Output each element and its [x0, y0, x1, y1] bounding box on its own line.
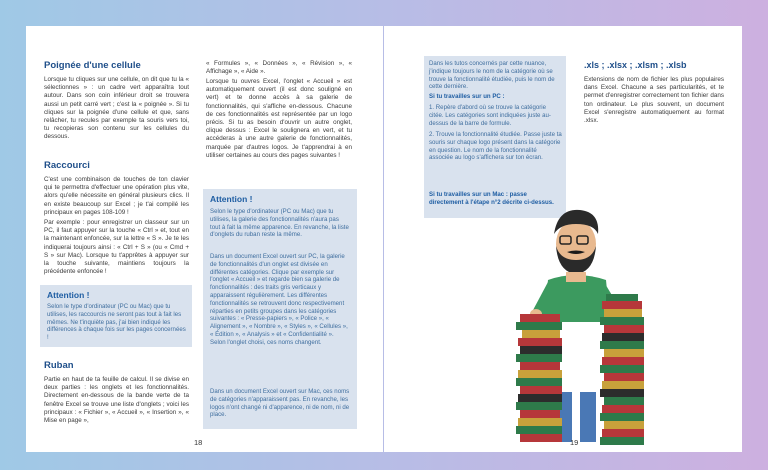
paragraph-onglets: « Formules », « Données », « Révision », « Affichage », « Aide ». — [206, 60, 352, 76]
attention-text-2: Dans un document Excel ouvert sur PC, la galerie de fonctionnalités d'un onglet est divisée en différentes catégories. Clique par exemple sur l'onglet « Accueil » et regarde bien sa galerie de fonctionnalités : des traits gris verticaux y apparaissent régulièrement. Les différentes fonctionnalités se retrouvent donc respectivement réparties en petits groupes dans les catégories suivantes : « Presse-papiers », « Police », « Alignement », « Nombre », « Styles », « Cellules », « Édition », « Analysis » et « Confidentialité ». Selon l'onglet choisi, ces noms changent. — [210, 253, 348, 346]
paragraph-poignee: Lorsque tu cliques sur une cellule, on dit que tu la « sélectionnes » : un cadre vert apparaîtra tout autour. Dans son coin inférieur droit se trouvera aussi un petit carré vert ; c'est la « poignée ». Si tu cliques sur la poignée d'une cellule et que, sans relâcher, tu recules par exemple ta souris vers toi, tu recopieras son contenu sur les cellules du dessous. — [44, 76, 189, 141]
note-box-mac-pc — [424, 56, 566, 218]
attention-text-1: Selon le type d'ordinateur (PC ou Mac) que tu utilises, la galerie des fonctionnalités n'aura pas tout à fait la même apparence. En revanche, la liste d'onglets du ruban reste la même. — [210, 208, 349, 239]
heading-extensions: .xls ; .xlsx ; .xlsm ; .xlsb — [584, 60, 687, 70]
paragraph-accueil: Lorsque tu ouvres Excel, l'onglet « Accueil » est automatiquement ouvert (il est donc souligné en vert) et te donne accès à sa galerie de fonctionnalités, qui s'affiche en-dessous. Chacune de ces fonctionnalités est représentée par un logo précis. Si tu as besoin d'ouvrir un autre onglet, clique dessus : Excel le soulignera en vert, et tu accéderas à une autre galerie de fonctionnalités, marquée par d'autres logos. Je t'apprendrai à en utiliser certaines au cours des pages suivantes ! — [206, 78, 352, 159]
paragraph-exemple: Par exemple : pour enregistrer un classeur sur un PC, il faut appuyer sur la touche « Ctrl » et, tout en la maintenant enfoncée, sur la lettre « S ». Je te les indiquerai toujours ainsi : « Ctrl + S » (ou « Cmd + S » sur Mac). Lorsque tu t'apprêtes à appuyer sur la touche suivante, maintiens toujours la précédente enfoncée ! — [44, 219, 189, 276]
book-stack-left — [516, 314, 562, 442]
neck — [566, 272, 586, 282]
attention-box-ribbon — [203, 189, 357, 429]
heading-poignee: Poignée d'une cellule — [44, 60, 141, 71]
heading-raccourci: Raccourci — [44, 160, 90, 171]
page-number: 18 — [194, 438, 203, 447]
note-mac: Si tu travailles sur un Mac : passe directement à l'étape n°2 décrite ci-dessus. — [429, 191, 554, 206]
left-page — [26, 26, 383, 452]
attention-title: Attention ! — [210, 194, 253, 204]
paragraph-extensions: Extensions de nom de fichier les plus populaires dans Excel. Chacune a ses particularités, et te permet d'enregistrer correctement ton fichier dans ton ordinateur. Le plus souvent, un document Excel s'enregistre automatiquement au format .xlsx. — [584, 76, 724, 125]
note-text-1: Dans les tutos concernés par cette nuance, j'indique toujours le nom de la catégorie où se trouve la fonctionnalité étudiée, puis le nom de cette dernière. — [429, 60, 555, 91]
right-page — [384, 26, 742, 452]
attention-text: Selon le type d'ordinateur (PC ou Mac) que tu utilises, les raccourcis ne seront pas tout à fait les mêmes. Ne t'inquiète pas, j'ai bien indiqué les différences à chaque fois sur les pages concernées ! — [47, 303, 186, 342]
attention-text-3: Dans un document Excel ouvert sur Mac, ces noms de catégories n'apparaissent pas. En revanche, les logos n'ont changé ni d'apparence, ni de nom, ni de place. — [210, 388, 350, 419]
paragraph-ruban: Partie en haut de ta feuille de calcul. Il se divise en deux parties : les onglets et les fonctionnalités. Directement en-dessous de la bande verte de ta fenêtre Excel se trouve une liste d'onglets ; voici les principaux : « Fichier », « Accueil », « Insertion », « Mise en page », — [44, 376, 189, 425]
man-with-books-illustration — [514, 202, 664, 446]
page-number: 19 — [570, 438, 579, 447]
attention-title: Attention ! — [47, 290, 90, 300]
attention-box-shortcuts — [40, 285, 192, 347]
note-step-2: 2. Trouve la fonctionnalité étudiée. Passe juste ta souris sur chaque logo présent dans la catégorie en question. Le nom de la fonctionnalité associée au logo s'affichera sur ton écran. — [429, 131, 562, 162]
heading-ruban: Ruban — [44, 360, 74, 371]
book-stack-right — [600, 294, 644, 445]
note-step-1: 1. Repère d'abord où se trouve la catégorie citée. Les catégories sont indiquées juste au-dessus de la barre de formule. — [429, 104, 551, 127]
paragraph-raccourci: C'est une combinaison de touches de ton clavier qui te permettra d'effectuer une opération plus vite, alors qu'elle nécessite en général plusieurs clics. Il en existe beaucoup sur Excel ; je t'ai compilé les principaux en pages 108-109 ! — [44, 176, 189, 216]
note-heading-pc: Si tu travailles sur un PC : — [429, 93, 505, 100]
